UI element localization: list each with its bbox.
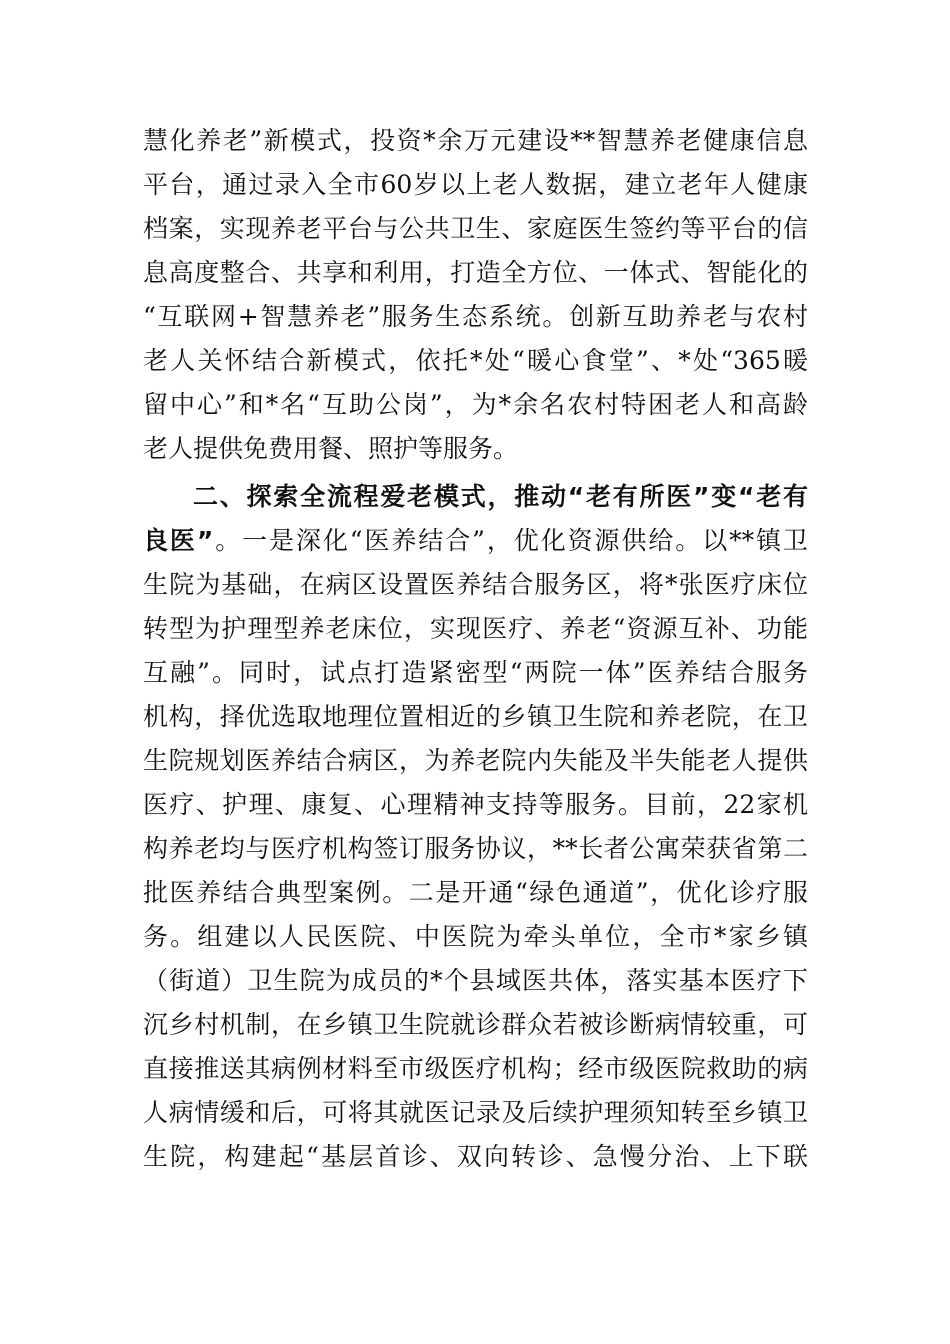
text-line: 批医养结合典型案例。二是开通“绿色通道”，优化诊疗服 [143, 878, 808, 907]
text-line: 生院，构建起“基层首诊、双向转诊、急慢分治、上下联 [143, 1142, 808, 1171]
text-line: 生院规划医养结合病区，为养老院内失能及半失能老人提供 [143, 746, 808, 775]
text-line: 留中心”和*名“互助公岗”，为*余名农村特困老人和高龄 [143, 390, 808, 419]
text-line: 互融”。同时，试点打造紧密型“两院一体”医养结合服务 [143, 658, 808, 687]
text-line: 医疗、护理、康复、心理精神支持等服务。目前，22家机 [143, 790, 808, 819]
text-line: 息高度整合、共享和利用，打造全方位、一体式、智能化的 [143, 258, 808, 287]
text-line: “互联网+智慧养老”服务生态系统。创新互助养老与农村 [143, 302, 808, 331]
text-line: 平台，通过录入全市60岁以上老人数据，建立老年人健康 [143, 170, 808, 199]
text-line: 老人关怀结合新模式，依托*处“暖心食堂”、*处“365暖 [143, 346, 808, 375]
text-line: 老人提供免费用餐、照护等服务。 [143, 434, 519, 463]
text-line: 机构，择优选取地理位置相近的乡镇卫生院和养老院，在卫 [143, 702, 808, 731]
text-line: 生院为基础，在病区设置医养结合服务区，将*张医疗床位 [143, 570, 808, 599]
text-line: 构养老均与医疗机构签订服务协议，**长者公寓荣获省第二 [143, 834, 808, 863]
text-line: 直接推送其病例材料至市级医疗机构；经市级医院救助的病 [143, 1054, 808, 1083]
text-line: 慧化养老”新模式，投资*余万元建设**智慧养老健康信息 [143, 126, 808, 155]
text-line: 人病情缓和后，可将其就医记录及后续护理须知转至乡镇卫 [143, 1098, 808, 1127]
text-line: 档案，实现养老平台与公共卫生、家庭医生签约等平台的信 [143, 214, 808, 243]
text-line-mixed [143, 521, 808, 561]
text-line: 务。组建以人民医院、中医院为牵头单位，全市*家乡镇 [143, 922, 808, 951]
section-heading-end: 良医” [143, 526, 214, 555]
text-line: 转型为护理型养老床位，实现医疗、养老“资源互补、功能 [143, 614, 808, 643]
text-line: （街道）卫生院为成员的*个县域医共体，落实基本医疗下 [143, 966, 808, 995]
text-segment: 。一是深化“医养结合”，优化资源供给。以**镇卫 [213, 526, 808, 555]
text-line: 沉乡村机制，在乡镇卫生院就诊群众若被诊断病情较重，可 [143, 1010, 808, 1039]
section-heading: 二、探索全流程爱老模式，推动“老有所医”变“老有 [193, 482, 808, 511]
